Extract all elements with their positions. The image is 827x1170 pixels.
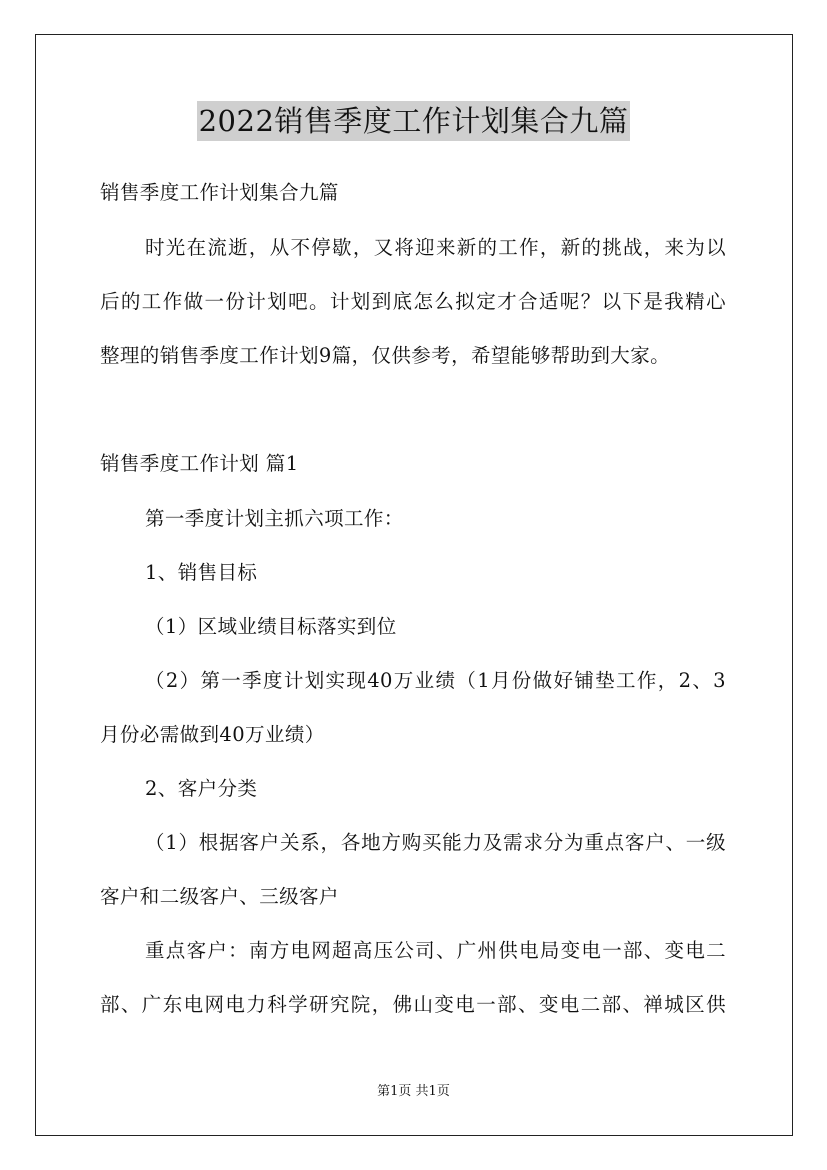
- list-item: 1、销售目标: [145, 561, 258, 584]
- page-number: 第1页 共1页: [377, 1084, 450, 1099]
- paragraph-line: 部、广东电网电力科学研究院，佛山变电一部、变电二部、禅城区供: [100, 993, 726, 1016]
- list-item: （2）第一季度计划实现40万业绩（1月份做好铺垫工作，2、3: [145, 669, 726, 692]
- subtitle-line: 销售季度工作计划集合九篇: [100, 181, 339, 204]
- document-title: 2022销售季度工作计划集合九篇: [197, 101, 631, 141]
- paragraph-line: 后的工作做一份计划吧。计划到底怎么拟定才合适呢？以下是我精心: [100, 290, 726, 313]
- title-container: [0, 101, 827, 141]
- paragraph-line: 时光在流逝，从不停歇，又将迎来新的工作，新的挑战，来为以: [145, 236, 726, 259]
- paragraph-line: 整理的销售季度工作计划9篇，仅供参考，希望能够帮助到大家。: [100, 344, 671, 367]
- list-item: （1）根据客户关系，各地方购买能力及需求分为重点客户、一级: [145, 831, 726, 854]
- section-heading: 销售季度工作计划 篇1: [100, 452, 299, 475]
- list-item: （1）区域业绩目标落实到位: [145, 615, 397, 638]
- paragraph-line: 月份必需做到40万业绩）: [100, 723, 325, 746]
- paragraph-line: 第一季度计划主抓六项工作：: [145, 507, 404, 530]
- paragraph-line: 客户和二级客户、三级客户: [100, 885, 339, 908]
- paragraph-line: 重点客户：南方电网超高压公司、广州供电局变电一部、变电二: [145, 939, 726, 962]
- list-item: 2、客户分类: [145, 777, 258, 800]
